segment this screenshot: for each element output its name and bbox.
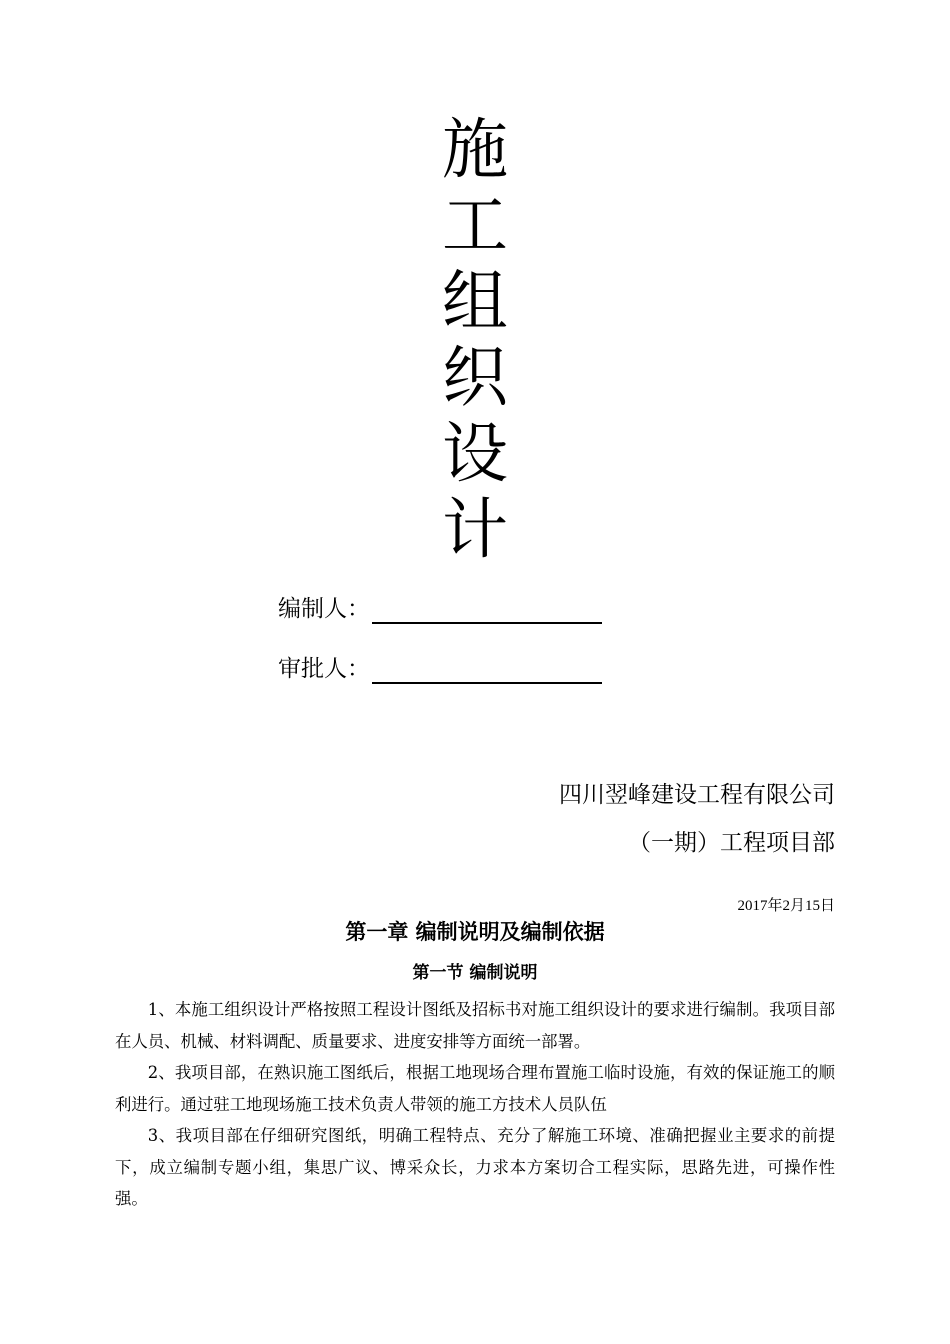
- cover-title-char: 工: [442, 187, 508, 264]
- cover-title-char: 织: [442, 339, 508, 416]
- paragraph: 2、我项目部，在熟识施工图纸后，根据工地现场合理布置施工临时设施，有效的保证施工的顺利进行。通过驻工地现场施工技术负责人带领的施工方技术人员队伍: [115, 1063, 835, 1114]
- body-text: [115, 994, 835, 1215]
- cover-title-char: 计: [442, 491, 508, 568]
- approver-label: 审批人：: [278, 656, 370, 682]
- approver-signature-line: [372, 656, 602, 684]
- paragraph: 3、我项目部在仔细研究图纸，明确工程特点、充分了解施工环境、准确把握业主要求的前提下，成立编制专题小组，集思广议、博采众长，力求本方案切合工程实际，思路先进，可操作性强。: [115, 1126, 835, 1208]
- section-title: 第一节 编制说明: [412, 963, 538, 983]
- document-date: 2017年2月15日: [737, 898, 835, 914]
- compiler-label: 编制人：: [278, 596, 370, 622]
- company-name: 四川翌峰建设工程有限公司: [559, 782, 835, 808]
- paragraph: 1、本施工组织设计严格按照工程设计图纸及招标书对施工组织设计的要求进行编制。我项目部在人员、机械、材料调配、质量要求、进度安排等方面统一部署。: [115, 1000, 835, 1051]
- chapter-title: 第一章 编制说明及编制依据: [345, 920, 605, 944]
- compiler-signature-line: [372, 596, 602, 624]
- department-name: （一期）工程项目部: [628, 830, 835, 856]
- cover-title-char: 组: [442, 263, 508, 340]
- cover-title-char: 施: [442, 111, 508, 188]
- approver-row: [278, 654, 602, 684]
- compiler-row: [278, 594, 602, 624]
- cover-title-char: 设: [442, 415, 508, 492]
- cover-title: [0, 112, 950, 568]
